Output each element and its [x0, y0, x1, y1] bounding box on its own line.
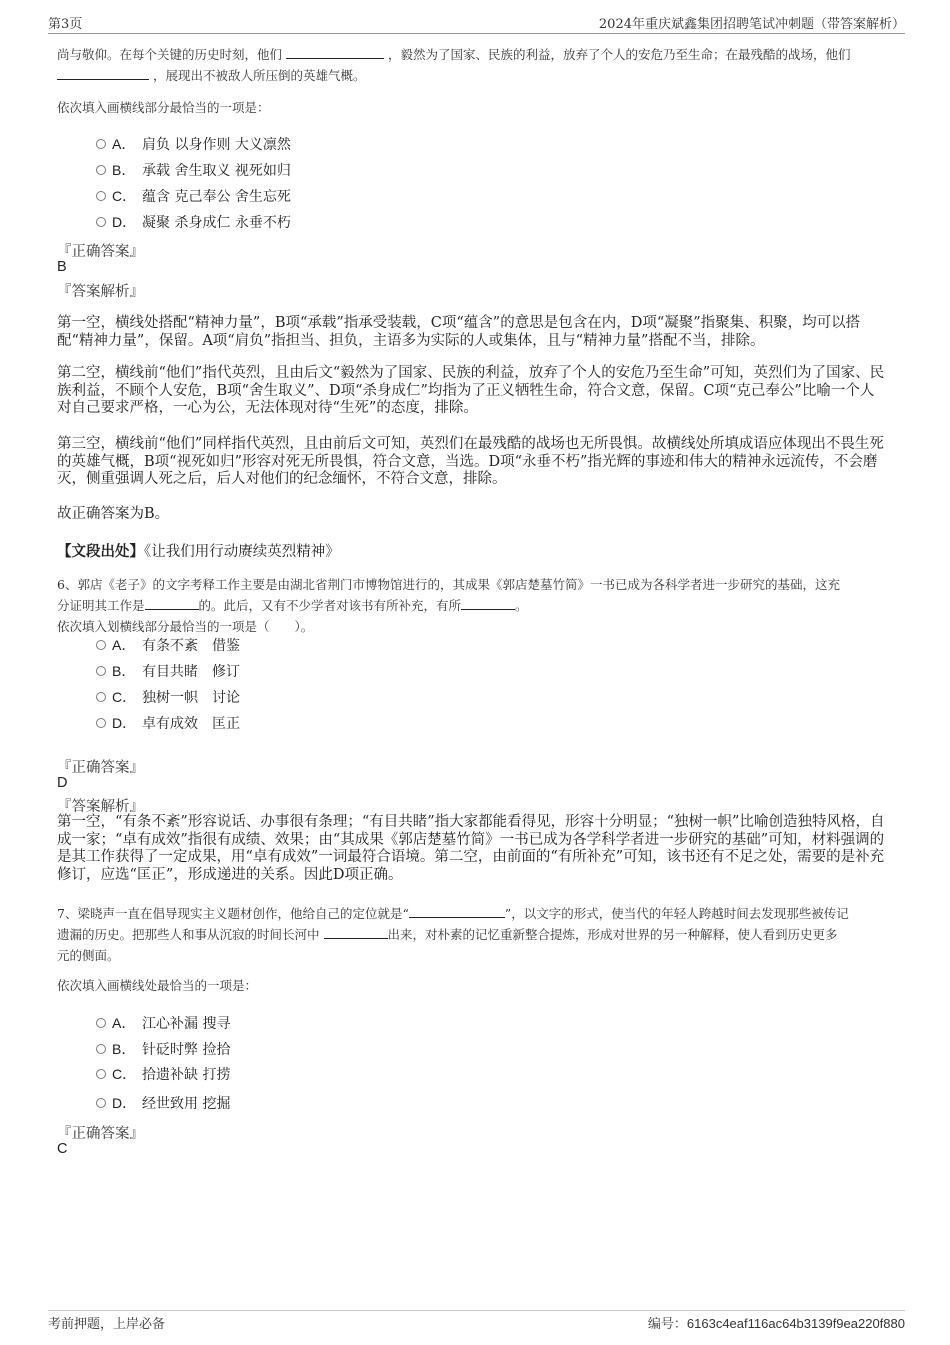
q6-option-d[interactable] — [96, 712, 240, 734]
radio-icon[interactable] — [96, 718, 106, 728]
q5-stem-text: ，展现出不被敌人所压倒的英雄气概。 — [153, 68, 366, 83]
radio-icon[interactable] — [96, 666, 106, 676]
q5-option-b[interactable] — [96, 159, 291, 181]
q6-option-a[interactable] — [96, 634, 240, 656]
q5-analysis-paragraph: 第二空，横线前“他们”指代英烈，且由后文“毅然为了国家、民族的利益，放弃了个人的安危乃至生命”可知，英烈们为了国家、民族利益，不顾个人安危，B项“舍生取义”、D项“杀身成仁”均指为了正义牺牲生命，符合文意，保留。C项“克己奉公”比喻一个人对自己要求严格，一心为公，无法体现对待“生死”的态度，排除。 — [57, 365, 885, 416]
q7-option-c[interactable] — [96, 1063, 230, 1085]
option-text: 江心补漏 搜寻 — [142, 1016, 231, 1032]
q6-answer: D — [57, 775, 68, 791]
q5-answer-label: 『正确答案』 — [57, 244, 144, 260]
q7-stem — [57, 903, 907, 966]
q5-option-a[interactable] — [96, 133, 291, 155]
q5-stem-text: 尚与敬仰。在每个关键的历史时刻，他们 — [57, 47, 283, 62]
q7-stem-text: 7、梁晓声一直在倡导现实主义题材创作，他给自己的定位就是“ — [57, 906, 409, 921]
option-letter: B． — [112, 162, 136, 178]
option-letter: A． — [112, 1015, 136, 1031]
option-text: 承载 舍生取义 视死如归 — [142, 163, 291, 179]
radio-icon[interactable] — [96, 1098, 106, 1108]
radio-icon[interactable] — [96, 1069, 106, 1079]
radio-icon[interactable] — [96, 640, 106, 650]
q5-option-d[interactable] — [96, 211, 291, 233]
q5-option-c[interactable] — [96, 185, 291, 207]
radio-icon[interactable] — [96, 217, 106, 227]
q6-option-c[interactable] — [96, 686, 240, 708]
option-letter: A． — [112, 136, 136, 152]
q6-analysis-paragraph: 第一空，“有条不紊”形容说话、办事很有条理；“有目共睹”指大家都能看得见，形容十分明显；“独树一帜”比喻创造独特风格，自成一家；“卓有成效”指很有成绩、效果；由“其成果《郭店楚墓竹简》一书已成为各学科学者进一步研究的基础”可知，材料强调的是其工作获得了一定成果，用“卓有成效”一词最符合语境。第二空，由前面的“有所补充”可知，该书还有不足之处，需要的是补充修订，应选“匡正”，形成递进的关系。因此D项正确。 — [57, 814, 885, 883]
q7-stem-text: ”，以文字的形式，使当代的年轻人跨越时间去发现那些被传记 — [504, 906, 849, 921]
option-text: 有目共睹 修订 — [142, 664, 240, 680]
q6-stem — [57, 574, 907, 637]
q6-stem-text: 分证明其工作是 — [57, 598, 145, 613]
q6-stem-text: 的。此后，又有不少学者对该书有所补充，有所 — [198, 598, 462, 613]
option-letter: B． — [112, 663, 136, 679]
q6-answer-label: 『正确答案』 — [57, 760, 144, 776]
q5-instruction: 依次填入画横线部分最恰当的一项是： — [57, 100, 270, 115]
q5-stem-text: ，毅然为了国家、民族的利益，放弃了个人的安危乃至生命；在最残酷的战场，他们 — [388, 47, 851, 62]
page-header — [48, 13, 905, 33]
q6-analysis-label: 『答案解析』 — [57, 799, 144, 815]
footer-divider — [48, 1310, 905, 1311]
option-text: 经世致用 挖掘 — [142, 1096, 231, 1112]
option-letter: D． — [112, 214, 137, 230]
radio-icon[interactable] — [96, 191, 106, 201]
option-letter: B． — [112, 1041, 136, 1057]
document-title: 2024年重庆斌鑫集团招聘笔试冲刺题（带答案解析） — [598, 17, 905, 32]
document-id: 编号：6163c4eaf116ac64b3139f9ea220f880 — [647, 1316, 905, 1331]
radio-icon[interactable] — [96, 1044, 106, 1054]
q5-analysis-label: 『答案解析』 — [57, 284, 144, 300]
blank-line — [324, 926, 388, 939]
q5-conclusion: 故正确答案为B。 — [57, 506, 170, 522]
q7-stem-text: 遗漏的历史。把那些人和事从沉寂的时间长河中 — [57, 927, 320, 942]
q5-stem — [57, 44, 907, 86]
option-letter: A． — [112, 637, 136, 653]
option-text: 独树一帜 讨论 — [142, 690, 240, 706]
q7-option-a[interactable] — [96, 1012, 230, 1034]
radio-icon[interactable] — [96, 1018, 106, 1028]
radio-icon[interactable] — [96, 165, 106, 175]
q7-answer-label: 『正确答案』 — [57, 1126, 144, 1142]
blank-line — [461, 597, 515, 610]
q5-analysis-paragraph: 第三空，横线前“他们”同样指代英烈，且由前后文可知，英烈们在最残酷的战场也无所畏惧。故横线处所填成语应体现出不畏生死的英雄气概，B项“视死如归”形容对死无所畏惧，符合文意，当选。D项“永垂不朽”指光辉的事迹和伟大的精神永远流传，不会磨灭，侧重强调人死之后，后人对他们的纪念缅怀，不符合文意，排除。 — [57, 436, 884, 487]
q5-source — [57, 540, 340, 561]
option-text: 针砭时弊 捡拾 — [142, 1042, 231, 1058]
option-text: 卓有成效 匡正 — [142, 716, 240, 732]
q7-option-d[interactable] — [96, 1092, 230, 1114]
q6-stem-text: 。 — [515, 598, 528, 613]
option-letter: C． — [112, 1066, 137, 1082]
page-number: 第3页 — [48, 17, 83, 32]
blank-line — [409, 905, 505, 918]
option-text: 拾遗补缺 打捞 — [142, 1067, 231, 1083]
q6-instruction: 依次填入划横线部分最恰当的一项是（ ）。 — [57, 619, 314, 634]
source-label: 【文段出处】 — [57, 543, 144, 560]
radio-icon[interactable] — [96, 139, 106, 149]
blank-line — [145, 597, 199, 610]
option-text: 蕴含 克己奉公 舍生忘死 — [142, 189, 291, 205]
q7-stem-text: 出来，对朴素的记忆重新整合提炼，形成对世界的另一种解释，使人看到历史更多 — [387, 927, 838, 942]
q7-stem-text: 元的侧面。 — [57, 948, 120, 963]
option-letter: C． — [112, 188, 137, 204]
option-letter: D． — [112, 1095, 137, 1111]
option-text: 凝聚 杀身成仁 永垂不朽 — [142, 215, 291, 231]
q5-analysis-paragraph: 第一空，横线处搭配“精神力量”，B项“承载”指承受装载，C项“蕴含”的意思是包含在内，D项“凝聚”指聚集、积聚，均可以搭配“精神力量”，保留。A项“肩负”指担当、担负，主语多为实际的人或集体，且与“精神力量”搭配不当，排除。 — [57, 315, 861, 349]
source-text: 《让我们用行动赓续英烈精神》 — [144, 544, 340, 560]
option-text: 肩负 以身作则 大义凛然 — [142, 137, 291, 153]
option-text: 有条不紊 借鉴 — [142, 638, 240, 654]
header-divider — [48, 33, 905, 34]
blank-line — [57, 67, 149, 80]
radio-icon[interactable] — [96, 692, 106, 702]
q5-answer: B — [57, 259, 67, 275]
q7-answer: C — [57, 1141, 68, 1157]
blank-line — [286, 46, 384, 59]
footer-slogan: 考前押题，上岸必备 — [48, 1317, 166, 1332]
q6-option-b[interactable] — [96, 660, 240, 682]
q6-stem-text: 6、郭店《老子》的文字考释工作主要是由湖北省荆门市博物馆进行的，其成果《郭店楚墓竹简》一书已成为各科学者进一步研究的基础，这充 — [57, 577, 840, 592]
option-letter: D． — [112, 715, 137, 731]
q7-option-b[interactable] — [96, 1038, 230, 1060]
q7-instruction: 依次填入画横线处最恰当的一项是： — [57, 978, 258, 993]
option-letter: C． — [112, 689, 137, 705]
